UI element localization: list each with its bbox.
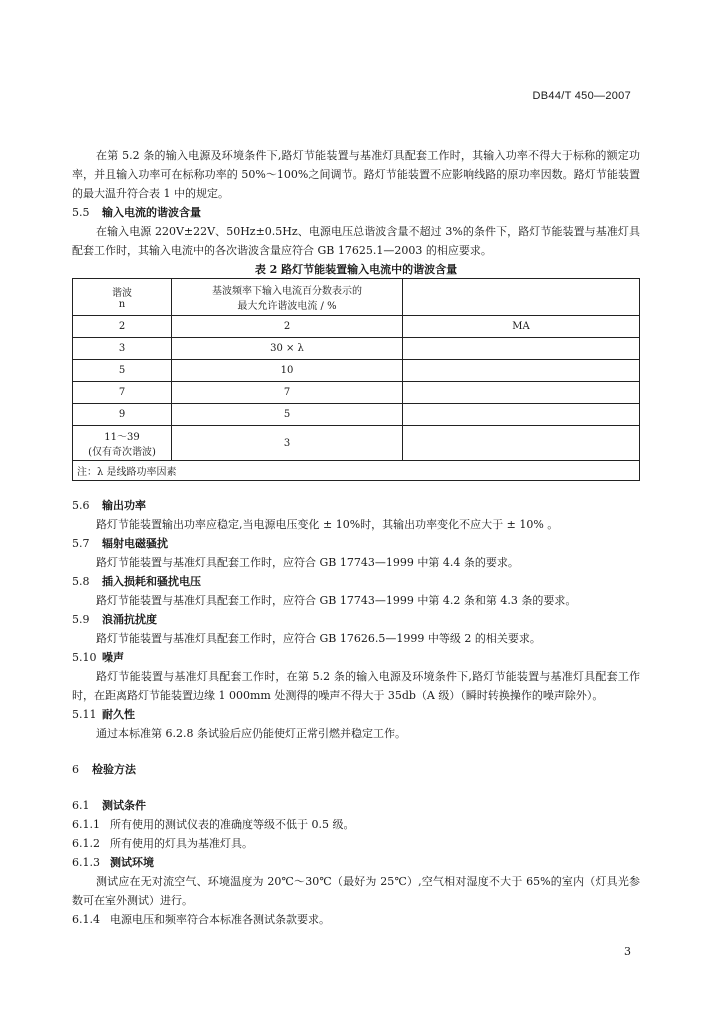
item-6-1-4 — [72, 910, 640, 929]
item-text: 所有使用的灯具为基准灯具。 — [110, 837, 253, 850]
heading-5-7 — [72, 534, 640, 553]
page-number: 3 — [624, 945, 631, 958]
heading-title: 辐射电磁骚扰 — [102, 537, 168, 550]
paragraph-5-9: 路灯节能装置与基准灯具配套工作时，应符合 GB 17626.5—1999 中等级 2 的相关要求。 — [96, 632, 541, 645]
header-cell-harmonic — [73, 279, 172, 316]
cell-n: 7 — [73, 382, 172, 404]
table-row — [73, 382, 640, 404]
cell-limit: 2 — [172, 316, 403, 338]
intro-block — [72, 146, 640, 260]
header-cell-extra — [403, 279, 640, 316]
heading-5-8 — [72, 572, 640, 591]
item-number: 6.1.1 — [72, 818, 100, 831]
heading-6-1 — [72, 796, 640, 815]
heading-number: 5.10 — [72, 651, 97, 664]
heading-6 — [72, 760, 640, 779]
heading-title: 测试环境 — [110, 856, 154, 869]
heading-title: 测试条件 — [102, 799, 146, 812]
paragraph-6-1-3: 测试应在无对流空气、环境温度为 20℃～30℃（最好为 25℃）,空气相对湿度不大于 65%的室内（灯具光参数可在室外测试）进行。 — [72, 875, 640, 907]
cell-n-range-note: (仅有奇次谐波) — [88, 447, 156, 458]
paragraph-5-10: 路灯节能装置与基准灯具配套工作时，在第 5.2 条的输入电源及环境条件下,路灯节能装置与基准灯具配套工作时，在距离路灯节能装置边缘 1 000mm 处测得的噪声不得大于 35db（A 级）（瞬时转换操作的噪声除外）。 — [72, 670, 640, 702]
paragraph-5-7: 路灯节能装置与基准灯具配套工作时，应符合 GB 17743—1999 中第 4.4 条的要求。 — [96, 556, 519, 569]
heading-title: 浪涌抗扰度 — [102, 613, 157, 626]
heading-number: 5.11 — [72, 708, 97, 721]
item-number: 6.1.2 — [72, 837, 100, 850]
harmonics-table — [72, 278, 640, 481]
item-text: 电源电压和频率符合本标准各测试条款要求。 — [110, 913, 330, 926]
header-harmonic-line2: n — [118, 299, 126, 310]
heading-5-9 — [72, 610, 640, 629]
cell-n — [73, 426, 172, 461]
heading-number: 6 — [72, 763, 79, 776]
table-row — [73, 360, 640, 382]
cell-extra — [403, 360, 640, 382]
header-cell-limit — [172, 279, 403, 316]
cell-extra — [403, 338, 640, 360]
item-6-1-2 — [72, 834, 640, 853]
cell-n: 3 — [73, 338, 172, 360]
cell-limit: 10 — [172, 360, 403, 382]
item-number: 6.1.4 — [72, 913, 100, 926]
table-row — [73, 426, 640, 461]
heading-5-6 — [72, 496, 640, 515]
cell-limit: 5 — [172, 404, 403, 426]
heading-number: 6.1 — [72, 799, 90, 812]
table-row — [73, 404, 640, 426]
heading-title: 输入电流的谐波含量 — [102, 206, 201, 219]
heading-number: 5.5 — [72, 206, 90, 219]
heading-number: 5.8 — [72, 575, 90, 588]
header-harmonic-line1: 谐波 — [112, 288, 132, 299]
heading-title: 插入损耗和骚扰电压 — [102, 575, 201, 588]
cell-extra — [403, 404, 640, 426]
table-header-row — [73, 279, 640, 316]
cell-limit: 30 × λ — [172, 338, 403, 360]
heading-title: 输出功率 — [102, 499, 146, 512]
heading-6-1-3 — [72, 853, 640, 872]
table-caption: 表 2 路灯节能装置输入电流中的谐波含量 — [254, 263, 458, 276]
paragraph-5-11: 通过本标准第 6.2.8 条试验后应仍能使灯正常引燃并稳定工作。 — [96, 727, 406, 740]
table-row — [73, 316, 640, 338]
cell-n: 2 — [73, 316, 172, 338]
paragraph-5-6: 路灯节能装置输出功率应稳定,当电源电压变化 ± 10%时，其输出功率变化不应大于 ± 10% 。 — [96, 518, 559, 531]
heading-5-10 — [72, 648, 640, 667]
intro-paragraph: 在第 5.2 条的输入电源及环境条件下,路灯节能装置与基准灯具配套工作时，其输入功率不得大于标称的额定功率，并且输入功率可在标称功率的 50%～100%之间调节。路灯节能装置不应影响线路的原功率因数。路灯节能装置的最大温升符合表 1 中的规定。 — [72, 149, 640, 200]
heading-5-11 — [72, 705, 640, 724]
sections-block — [72, 496, 640, 929]
cell-n: 9 — [73, 404, 172, 426]
cell-limit: 7 — [172, 382, 403, 404]
paragraph-5-8: 路灯节能装置与基准灯具配套工作时，应符合 GB 17743—1999 中第 4.2 条和第 4.3 条的要求。 — [96, 594, 577, 607]
header-limit-line2: 最大允许谐波电流 / % — [237, 301, 337, 312]
heading-number: 5.7 — [72, 537, 90, 550]
heading-5-5 — [72, 203, 640, 222]
heading-title: 耐久性 — [102, 708, 135, 721]
table-note-row — [73, 461, 640, 481]
cell-extra — [403, 426, 640, 461]
heading-number: 5.9 — [72, 613, 90, 626]
header-limit-line1: 基波频率下输入电流百分数表示的 — [212, 286, 362, 297]
table-row — [73, 338, 640, 360]
heading-title: 检验方法 — [92, 763, 136, 776]
heading-title: 噪声 — [102, 651, 124, 664]
cell-n-range: 11～39 — [104, 432, 140, 443]
cell-extra — [403, 382, 640, 404]
cell-extra: MA — [403, 316, 640, 338]
cell-n: 5 — [73, 360, 172, 382]
paragraph-5-5: 在输入电源 220V±22V、50Hz±0.5Hz、电源电压总谐波含量不超过 3%的条件下，路灯节能装置与基准灯具配套工作时，其输入电流中的各次谐波含量应符合 GB 17625.1—2003 的相应要求。 — [72, 225, 640, 257]
heading-number: 6.1.3 — [72, 856, 100, 869]
cell-limit: 3 — [172, 426, 403, 461]
item-6-1-1 — [72, 815, 640, 834]
heading-number: 5.6 — [72, 499, 90, 512]
item-text: 所有使用的测试仪表的准确度等级不低于 0.5 级。 — [110, 818, 355, 831]
doc-code-header: DB44/T 450—2007 — [532, 90, 631, 102]
table-note: 注：λ 是线路功率因素 — [73, 461, 640, 481]
